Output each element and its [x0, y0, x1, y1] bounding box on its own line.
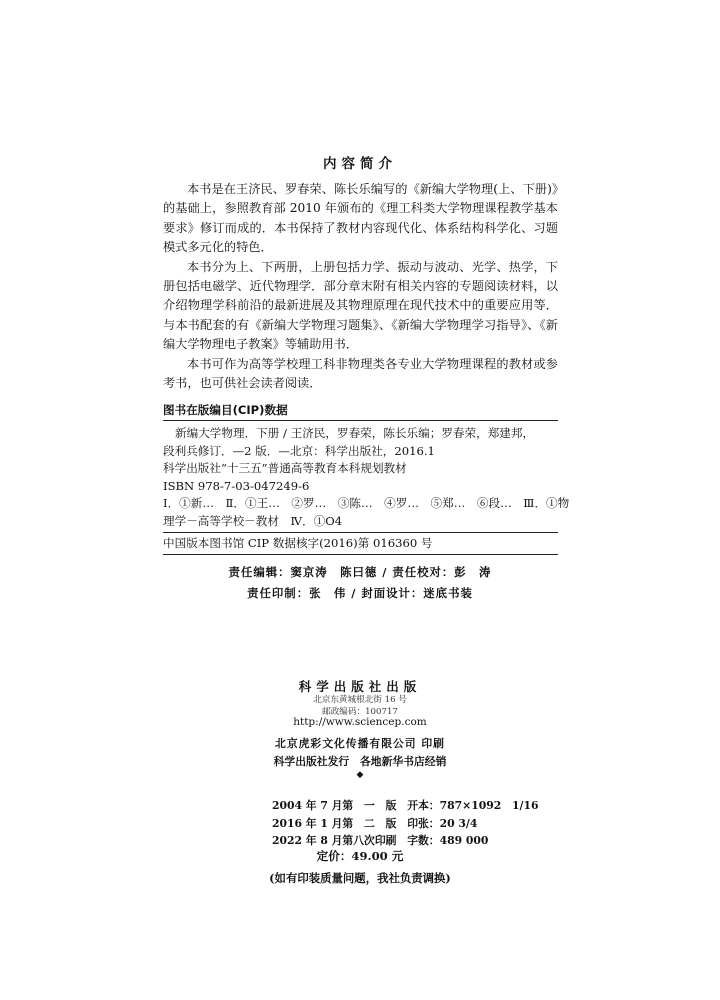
spec-line: 2004 年 7 月第 一 版 开本：787×1092 1/16: [272, 799, 539, 812]
cip-entry-line: 科学出版社“十三五”普通高等教育本科规划教材: [163, 461, 407, 476]
cip-mid-rule: [163, 532, 558, 533]
edition-specs: [272, 797, 539, 850]
intro-paragraph: 本书可作为高等学校理工科非物理类各专业大学物理课程的教材或参考书，也可供社会读者阅读．: [163, 356, 558, 391]
publisher-name: 科学出版社出版: [298, 679, 422, 694]
distribution: 科学出版社发行 各地新华书店经销: [273, 755, 447, 768]
publisher-url: http://www.sciencep.com: [293, 716, 427, 728]
publisher-address: 北京东黄城根北街 16 号: [313, 695, 407, 705]
publisher-postcode: 邮政编码：100717: [322, 707, 398, 717]
cip-verify-number: 中国版本图书馆 CIP 数据核字(2016)第 016360 号: [163, 536, 433, 550]
cip-title: 图书在版编目(CIP)数据: [163, 403, 288, 417]
cip-entry-line: 段利兵修订．—2 版．—北京：科学出版社，2016.1: [163, 443, 435, 458]
price: 定价：49.00 元: [316, 849, 404, 863]
cip-entry-line: 新编大学物理．下册 / 王济民，罗春荣，陈长乐编；罗春荣，郑建邦，: [175, 426, 535, 440]
staff-line: 责任编辑：窦京涛 陈曰德 / 责任校对：彭 涛: [228, 565, 492, 579]
intro-text: [163, 180, 558, 393]
cip-bottom-rule: [163, 554, 558, 555]
printer: 北京虎彩文化传播有限公司 印刷: [275, 737, 445, 750]
intro-paragraph: 本书分为上、下两册，上册包括力学、振动与波动、光学、热学，下册包括电磁学、近代物理学．部分章末附有相关内容的专题阅读材料，以介绍物理学科前沿的最新进展及其物理原理在现代技术中的重要应用等．与本书配套的有《新编大学物理习题集》、《新编大学物理学习指导》、《新编大学物理电子教案》等辅助用书．: [163, 259, 558, 352]
cip-isbn: ISBN 978-7-03-047249-6: [163, 478, 310, 493]
intro-title: 内容简介: [323, 156, 397, 172]
quality-notice: (如有印装质量问题，我社负责调换): [269, 871, 451, 885]
cip-top-rule: [163, 420, 558, 421]
diamond-separator: ◆: [356, 770, 364, 780]
cip-classification: [163, 495, 570, 530]
staff-line: 责任印制：张 伟 / 封面设计：迷底书装: [247, 586, 473, 600]
cip-class-line: 理学－高等学校－教材 Ⅳ．①O4: [163, 513, 343, 528]
spec-line: 2016 年 1 月第 二 版 印张：20 3/4: [272, 816, 478, 830]
spec-line: 2022 年 8 月第八次印刷 字数：489 000: [272, 834, 489, 847]
intro-paragraph: 本书是在王济民、罗春荣、陈长乐编写的《新编大学物理(上、下册)》的基础上，参照教育部 2010 年颁布的《理工科类大学物理课程教学基本要求》修订而成的．本书保持了教材内容现代化、体系结构科学化、习题模式多元化的特色．: [163, 182, 558, 255]
cip-entry: [163, 425, 558, 495]
cip-class-line: Ⅰ．①新… Ⅱ．①王… ②罗… ③陈… ④罗… ⑤郑… ⑥段… Ⅲ．①物: [163, 496, 570, 510]
